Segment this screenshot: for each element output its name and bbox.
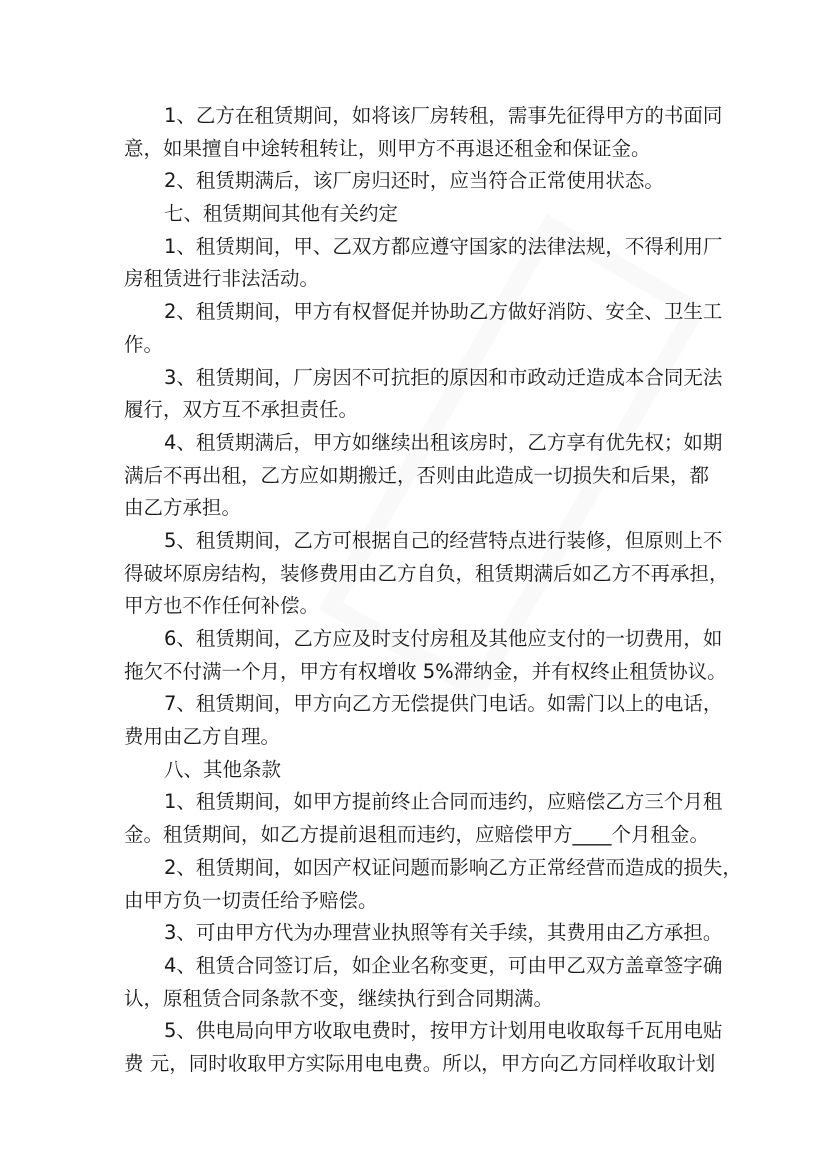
text-line: 4、租赁期满后，甲方如继续出租该房时，乙方享有优先权；如期 [164,430,723,454]
paragraph [124,623,727,688]
text-line: 1、租赁期间，如甲方提前终止合同而违约，应赔偿乙方三个月租 [164,790,723,814]
text-line: 3、可由甲方代为办理营业执照等有关手续，其费用由乙方承担。 [164,921,723,945]
text-line: 七、租赁期间其他有关约定 [164,202,399,226]
paragraph [124,852,742,917]
paragraph [124,688,723,753]
text-line: 意，如果擅自中途转租转让，则甲方不再退还租金和保证金。 [124,136,651,160]
paragraph [124,950,723,1015]
text-line: 房租赁进行非法活动。 [124,267,320,291]
paragraph [124,786,723,851]
paragraph [124,165,709,198]
text-line: 甲方也不作任何补偿。 [124,594,320,618]
paragraph [124,362,723,427]
paragraph [124,231,723,296]
text-line: 5、供电局向甲方收取电费时，按甲方计划用电收取每千瓦用电贴 [164,1019,723,1043]
text-line: 得破坏原房结构，装修费用由乙方自负，租赁期满后如乙方不再承担， [124,561,729,585]
paragraph [124,754,709,787]
text-line: 费用由乙方自理。 [124,725,281,749]
text-line: 2、租赁期间，如因产权证问题而影响乙方正常经营而造成的损失， [164,855,742,879]
text-line: 由甲方负一切责任给予赔偿。 [124,888,378,912]
text-line: 1、租赁期间，甲、乙双方都应遵守国家的法律法规，不得利用厂 [164,234,723,258]
text-line: 费 元，同时收取甲方实际用电电费。所以，甲方向乙方同样收取计划 [124,1051,716,1075]
text-line: 拖欠不付满一个月，甲方有权增收 5%滞纳金，并有权终止租赁协议。 [124,659,727,683]
document-body [124,100,742,1081]
text-line: 八、其他条款 [164,757,282,781]
text-line: 履行，双方互不承担责任。 [124,398,359,422]
text-line: 满后不再出租，乙方应如期搬迁，否则由此造成一切损失和后果，都 [124,463,710,487]
text-line: 6、租赁期间，乙方应及时支付房租及其他应支付的一切费用，如 [164,627,723,650]
text-line: 4、租赁合同签订后，如企业名称变更，可由甲乙双方盖章签字确 [164,953,723,977]
text-line: 7、租赁期间，甲方向乙方无偿提供门电话。如需门以上的电话， [164,692,723,716]
text-line: 金。租赁期间，如乙方提前退租而违约，应赔偿甲方____个月租金。 [124,823,710,847]
text-line: 由乙方承担。 [124,496,242,520]
paragraph [124,296,723,361]
paragraph [124,427,723,525]
text-line: 作。 [124,332,164,356]
paragraph [124,525,729,623]
text-line: 认，原租赁合同条款不变，继续执行到合同期满。 [124,986,554,1010]
text-line: 3、租赁期间，厂房因不可抗拒的原因和市政动迁造成本合同无法 [164,365,723,389]
paragraph [124,198,709,231]
paragraph [124,1015,723,1080]
text-line: 5、租赁期间，乙方可根据自己的经营特点进行装修，但原则上不 [164,528,723,552]
paragraph [124,917,723,950]
paragraph [124,100,723,165]
text-line: 2、租赁期间，甲方有权督促并协助乙方做好消防、安全、卫生工 [164,300,723,324]
text-line: 2、租赁期满后，该厂房归还时，应当符合正常使用状态。 [164,169,664,193]
text-line: 1、乙方在租赁期间，如将该厂房转租，需事先征得甲方的书面同 [164,104,723,127]
